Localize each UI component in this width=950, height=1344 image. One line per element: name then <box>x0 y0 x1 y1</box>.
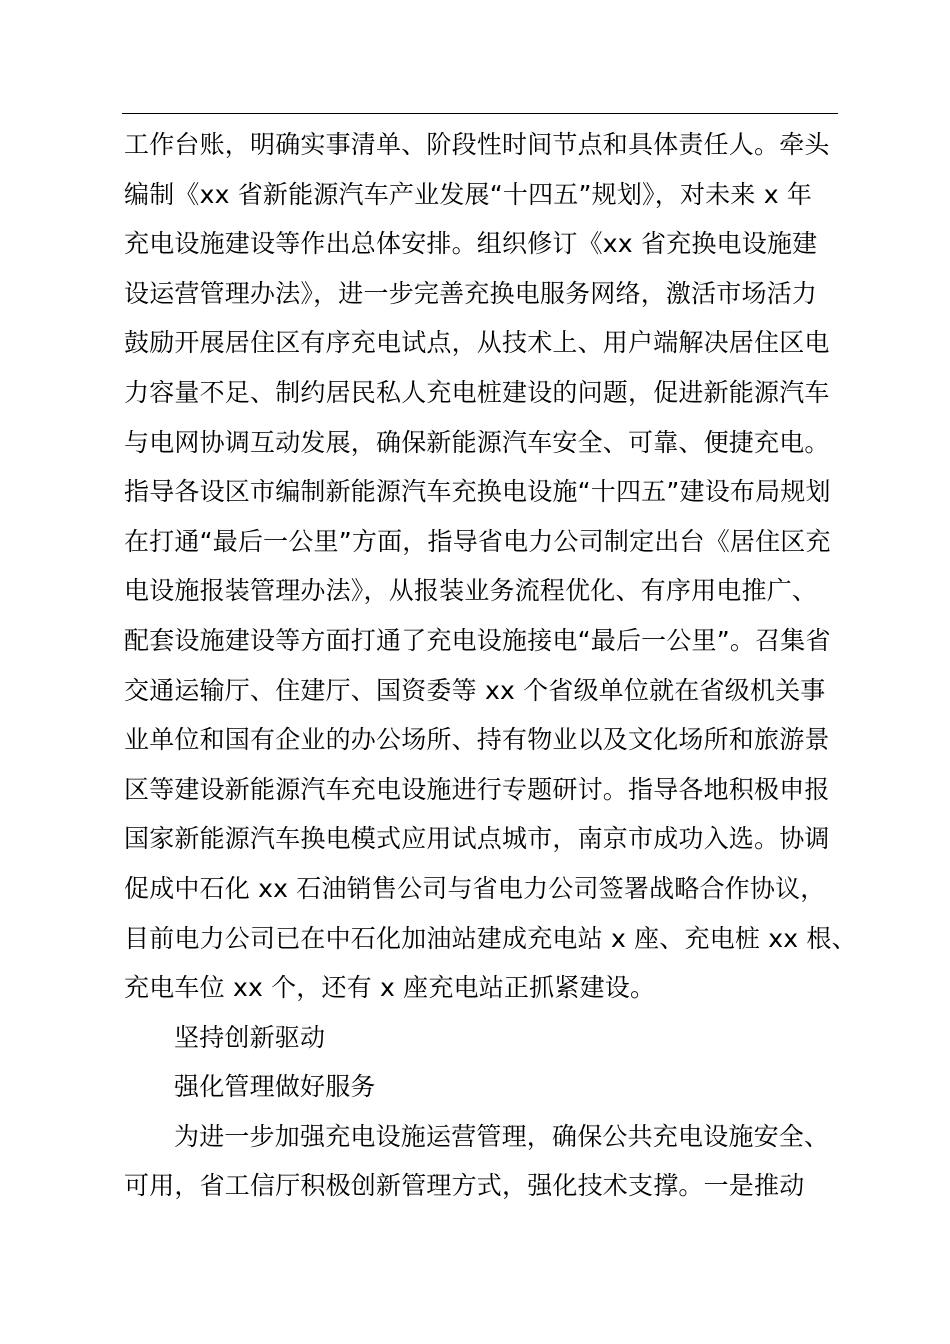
text-line: 促成中石化 xx 石油销售公司与省电力公司签署战略合作协议， <box>124 873 826 903</box>
text-line: 在打通“最后一公里”方面，指导省电力公司制定出台《居住区充 <box>124 526 831 556</box>
text-line: 业单位和国有企业的办公场所、持有物业以及文化场所和旅游景 <box>124 725 830 755</box>
text-line: 编制《xx 省新能源汽车产业发展“十四五”规划》，对未来 x 年 <box>124 179 813 209</box>
text-line: 力容量不足、制约居民私人充电桩建设的问题，促进新能源汽车 <box>124 377 830 407</box>
text-line: 充电设施建设等作出总体安排。组织修订《xx 省充换电设施建 <box>124 229 818 259</box>
text-line: 设运营管理办法》，进一步完善充换电服务网络，激活市场活力 <box>124 278 818 308</box>
text-line: 指导各设区市编制新能源汽车充换电设施“十四五”建设布局规划 <box>124 477 831 507</box>
text-line: 可用，省工信厅积极创新管理方式，强化技术支撑。一是推动 <box>124 1171 805 1201</box>
paragraph-first-line: 为进一步加强充电设施运营管理，确保公共充电设施安全、 <box>174 1121 830 1151</box>
text-line: 目前电力公司已在中石化加油站建成充电站 x 座、充电桩 xx 根、 <box>124 923 857 953</box>
text-line: 鼓励开展居住区有序充电试点，从技术上、用户端解决居住区电 <box>124 328 830 358</box>
text-line: 工作台账，明确实事清单、阶段性时间节点和具体责任人。牵头 <box>124 130 830 159</box>
text-line: 国家新能源汽车换电模式应用试点城市，南京市成功入选。协调 <box>124 824 830 854</box>
text-line: 交通运输厅、住建厅、国资委等 xx 个省级单位就在省级机关事 <box>124 675 826 705</box>
text-line: 区等建设新能源汽车充电设施进行专题研讨。指导各地积极申报 <box>124 774 830 804</box>
text-line: 配套设施建设等方面打通了充电设施接电“最后一公里”。召集省 <box>124 625 831 655</box>
text-line: 电设施报装管理办法》，从报装业务流程优化、有序用电推广、 <box>124 576 818 606</box>
section-heading: 坚持创新驱动 <box>174 1022 326 1052</box>
header-rule <box>122 113 838 114</box>
text-line: 与电网协调互动发展，确保新能源汽车安全、可靠、便捷充电。 <box>124 427 830 457</box>
section-heading: 强化管理做好服务 <box>174 1072 376 1102</box>
document-body <box>124 120 864 1211</box>
text-line: 充电车位 xx 个，还有 x 座充电站正抓紧建设。 <box>124 973 656 1003</box>
